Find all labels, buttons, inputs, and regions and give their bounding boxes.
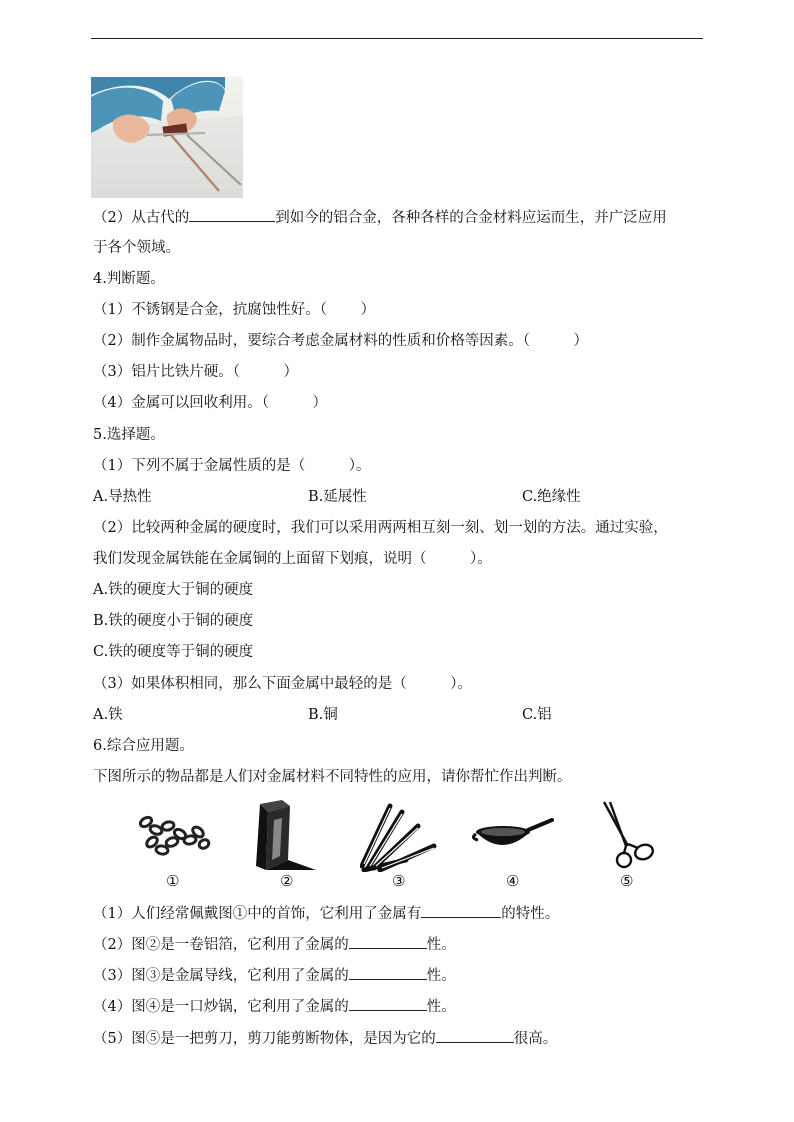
aluminum-foil-image <box>252 800 320 876</box>
metal-wires-image <box>360 800 438 876</box>
q5-2-prompt-line1: （2）比较两种金属的硬度时，我们可以采用两两相互刻一刻、划一划的方法。通过实验， <box>93 520 668 536</box>
q6-intro: 下图所示的物品都是人们对金属材料不同特性的应用，请你帮忙作出判断。 <box>93 769 572 785</box>
q6-title: 6.综合应用题。 <box>93 738 194 754</box>
q6-5-post: 很高。 <box>513 1031 558 1047</box>
q4-item-3: （3）铝片比铁片硬。（ ） <box>93 364 298 380</box>
q5-3-prompt: （3）如果体积相同，那么下面金属中最轻的是（ ）。 <box>93 676 472 692</box>
q6-3 <box>93 965 456 986</box>
header-rule <box>91 38 703 39</box>
chain-necklace-image <box>136 808 212 868</box>
q6-1-post: 的特性。 <box>501 906 560 922</box>
figure-label-2: ② <box>280 872 294 890</box>
q6-4-pre: （4）图④是一口炒锅，它利用了金属的 <box>93 999 349 1015</box>
q5-2-option-c[interactable]: C.铁的硬度等于铜的硬度 <box>93 644 254 660</box>
experiment-photo <box>91 77 243 198</box>
q6-3-post: 性。 <box>426 968 456 984</box>
q6-2-pre: （2）图②是一卷铝箔，它利用了金属的 <box>93 937 349 953</box>
q5-1-option-b[interactable]: B.延展性 <box>308 489 367 505</box>
q3-2-line2: 于各个领域。 <box>93 240 180 256</box>
q3-2-post: 到如今的铝合金，各种各样的合金材料应运而生，并广泛应用 <box>275 210 667 226</box>
answer-blank[interactable] <box>349 996 427 1011</box>
q6-2 <box>93 934 456 955</box>
q6-2-post: 性。 <box>426 937 456 953</box>
q3-2-line1 <box>93 207 667 228</box>
scissors-image <box>598 800 658 878</box>
answer-blank[interactable] <box>189 207 275 222</box>
answer-blank[interactable] <box>349 934 427 949</box>
q5-3-option-c[interactable]: C.铝 <box>522 707 552 723</box>
q5-1-prompt: （1）下列不属于金属性质的是（ ）。 <box>93 458 371 474</box>
answer-blank[interactable] <box>421 903 501 918</box>
q5-3-option-a[interactable]: A.铁 <box>93 707 123 723</box>
q5-1-option-c[interactable]: C.绝缘性 <box>522 489 581 505</box>
q5-2-option-b[interactable]: B.铁的硬度小于铜的硬度 <box>93 613 254 629</box>
q6-1-pre: （1）人们经常佩戴图①中的首饰，它利用了金属有 <box>93 906 422 922</box>
q5-title: 5.选择题。 <box>93 427 165 443</box>
q4-item-2: （2）制作金属物品时，要综合考虑金属材料的性质和价格等因素。（ ） <box>93 333 588 349</box>
wok-image <box>472 812 554 862</box>
q5-2-prompt-line2: 我们发现金属铁能在金属铜的上面留下划痕，说明（ ）。 <box>93 551 492 567</box>
figure-label-3: ③ <box>392 872 406 890</box>
q4-title: 4.判断题。 <box>93 271 165 287</box>
q6-5 <box>93 1028 557 1049</box>
q6-5-pre: （5）图⑤是一把剪刀，剪刀能剪断物体，是因为它的 <box>93 1031 436 1047</box>
q4-item-4: （4）金属可以回收利用。（ ） <box>93 395 327 411</box>
q4-item-1: （1）不锈钢是合金，抗腐蚀性好。（ ） <box>93 302 376 318</box>
q3-2-pre: （2）从古代的 <box>93 210 190 226</box>
q5-3-option-b[interactable]: B.铜 <box>308 707 338 723</box>
q5-2-option-a[interactable]: A.铁的硬度大于铜的硬度 <box>93 582 254 598</box>
answer-blank[interactable] <box>349 965 427 980</box>
q6-4 <box>93 996 456 1017</box>
figure-label-1: ① <box>166 872 180 890</box>
q6-1 <box>93 903 559 924</box>
answer-blank[interactable] <box>436 1028 514 1043</box>
q6-4-post: 性。 <box>426 999 456 1015</box>
q5-1-option-a[interactable]: A.导热性 <box>93 489 152 505</box>
q6-3-pre: （3）图③是金属导线，它利用了金属的 <box>93 968 349 984</box>
figure-label-4: ④ <box>506 872 520 890</box>
figure-label-5: ⑤ <box>620 872 634 890</box>
